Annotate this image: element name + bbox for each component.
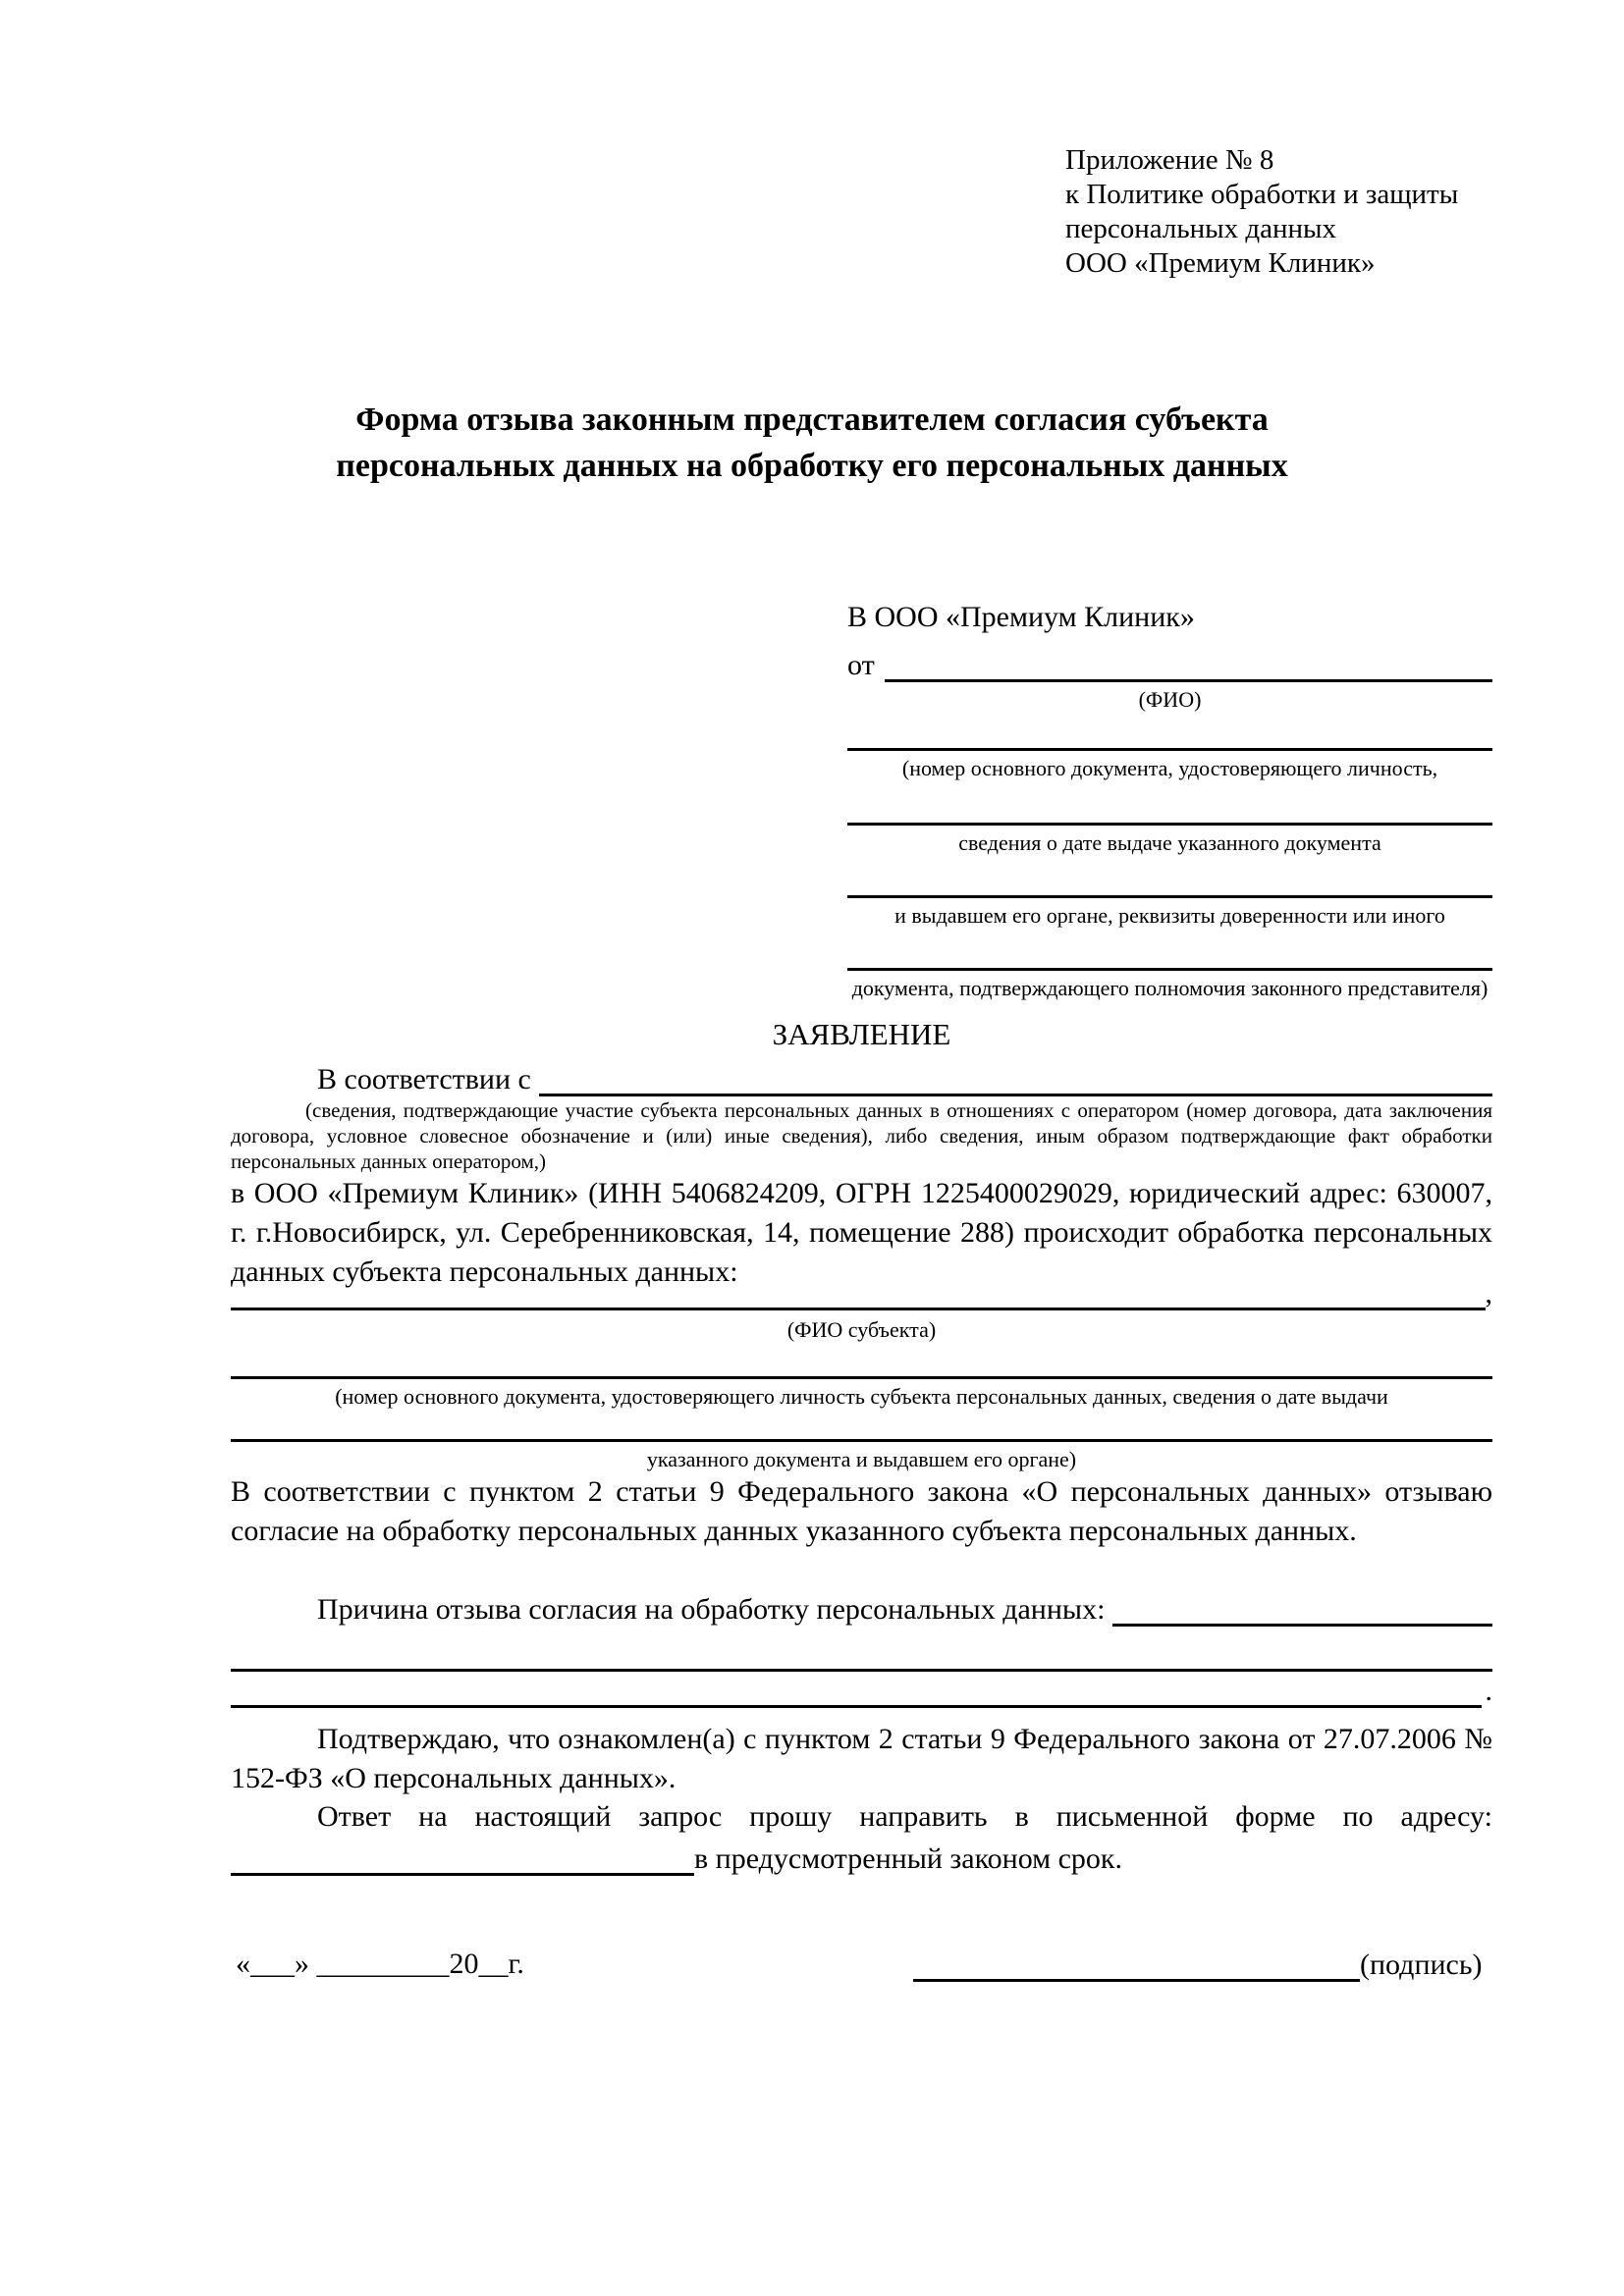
appendix-line: Приложение № 8 xyxy=(1065,144,1274,176)
operator-paragraph: в ООО «Премиум Клиник» (ИНН 5406824209, ОГРН 1225400029029, юридический адрес: 630007, г. г.Новосибирск, ул. Серебренниковская, 14, помещение 288) происходит обработка персональных данных субъекта персональных данных: xyxy=(231,1177,1492,1288)
reason-label: Причина отзыва согласия на обработку персональных данных: xyxy=(317,1593,1106,1626)
blank-fill-line-2 xyxy=(231,1675,1492,1708)
subject-doc-caption-2: указанного документа и выдавшем его органе) xyxy=(646,1447,1077,1471)
signature-group xyxy=(913,1924,1483,1982)
signature-fill-line xyxy=(913,1924,1360,1982)
subject-fio-row xyxy=(231,1276,1492,1310)
appendix-line: персональных данных xyxy=(1065,213,1337,244)
blank-fill-line-1 xyxy=(231,1669,1492,1672)
subject-doc-fill-line-2 xyxy=(231,1408,1492,1442)
signature-caption: (подпись) xyxy=(1360,1949,1483,1981)
addressee-caption: сведения о дате выдаче указанного документа xyxy=(958,830,1381,855)
subject-fio-fill-line xyxy=(231,1276,1486,1310)
reason-fill-line xyxy=(1112,1590,1492,1627)
reply-fill-line xyxy=(231,1840,694,1876)
reply-suffix: в предусмотренный законом срок. xyxy=(694,1842,1122,1875)
withdraw-paragraph: В соответствии с пунктом 2 статьи 9 Федерального закона «О персональных данных» отзываю согласие на обработку персональных данных указанного субъекта персональных данных. xyxy=(231,1475,1492,1547)
comma: , xyxy=(1485,1277,1492,1309)
reply-address-line: Ответ на настоящий запрос прошу направить в письменной форме по адресу: xyxy=(317,1800,1492,1833)
title-line-1: Форма отзыва законным представителем согласия субъекта xyxy=(355,401,1269,438)
participation-note: (сведения, подтверждающие участие субъекта персональных данных в отношениях с оператором (номер договора, дата заключения договора, условное словесное обозначение и (или) иные сведения), либо сведения, иным образом подтверждающие факт обработки персональных данных оператором,) xyxy=(231,1098,1492,1173)
from-label: от xyxy=(847,649,875,681)
appendix-line: ООО «Премиум Клиник» xyxy=(1065,247,1376,279)
confirm-paragraph: Подтверждаю, что ознакомлен(а) с пунктом 2 статьи 9 Федерального закона от 27.07.2006 № 152-ФЗ «О персональных данных». xyxy=(231,1723,1492,1794)
reply-row xyxy=(231,1840,1492,1876)
addressee-to: В ООО «Премиум Клиник» xyxy=(847,601,1195,633)
title-line-2: персональных данных на обработку его персональных данных xyxy=(336,448,1288,484)
subject-doc-caption-1: (номер основного документа, удостоверяющего личность субъекта персональных данных, сведения о дате выдачи xyxy=(335,1384,1388,1409)
fio-caption: (ФИО) xyxy=(1138,687,1202,712)
appendix-line: к Политике обработки и защиты xyxy=(1065,179,1459,210)
addressee-caption: документа, подтверждающего полномочия законного представителя) xyxy=(851,976,1489,1000)
according-row xyxy=(231,1060,1492,1096)
reason-row xyxy=(231,1590,1492,1627)
addressee-caption: (номер основного документа, удостоверяющего личность, xyxy=(901,756,1438,780)
according-prefix: В соответствии с xyxy=(317,1063,531,1095)
addressee-caption: и выдавшем его органе, реквизиты доверенности или иного xyxy=(894,903,1445,928)
subject-fio-caption: (ФИО субъекта) xyxy=(786,1317,937,1342)
date-line: «___» _________20__г. xyxy=(236,1948,524,1980)
statement-heading: ЗАЯВЛЕНИЕ xyxy=(772,1017,951,1051)
period: . xyxy=(1485,1675,1492,1707)
subject-doc-fill-line-1 xyxy=(231,1343,1492,1379)
blank-fill-line-2-rule xyxy=(231,1676,1482,1708)
according-fill-line xyxy=(539,1060,1492,1096)
